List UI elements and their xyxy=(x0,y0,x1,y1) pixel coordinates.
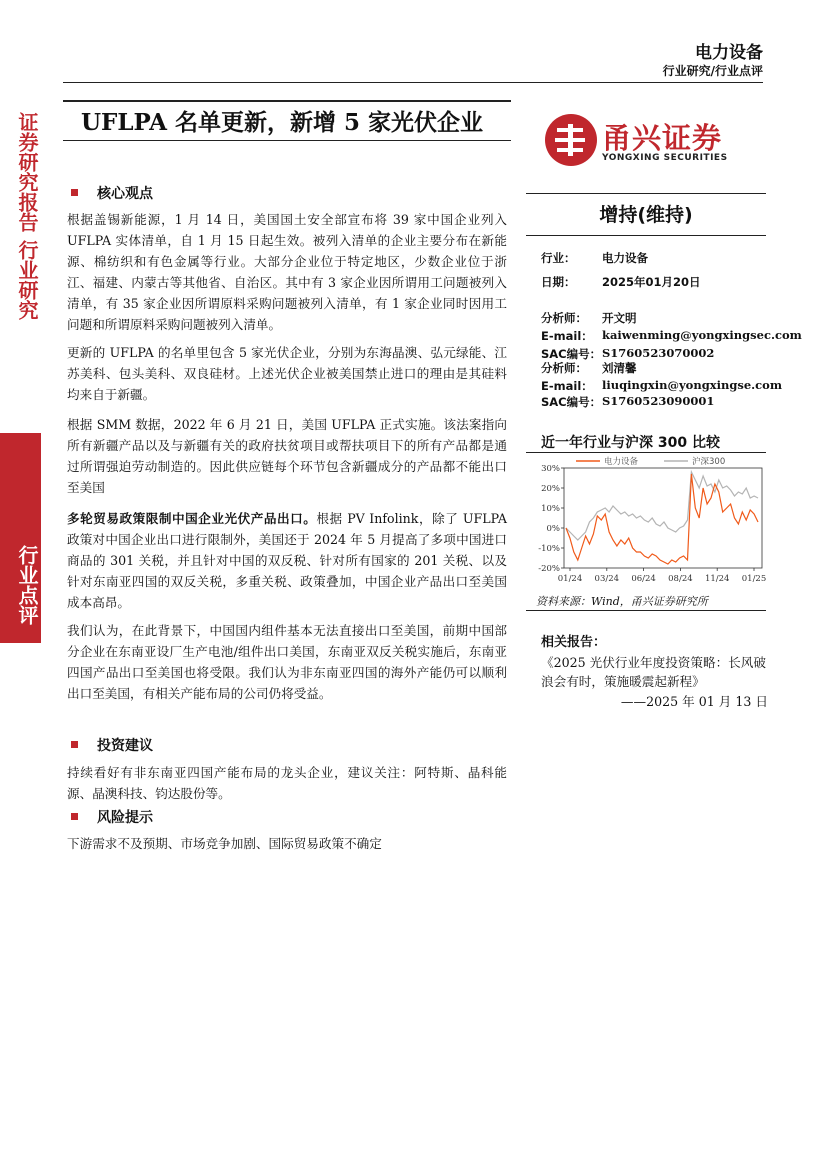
body-paragraph-4 xyxy=(67,508,507,608)
analyst1-name: 开文明 xyxy=(602,311,637,325)
body-paragraph-7: 下游需求不及预期、市场竞争加剧、国际贸易政策不确定 xyxy=(67,836,382,851)
related-report-link[interactable]: 《2025 光伏行业年度投资策略：长风破浪会有时，策施暖震起新程》 xyxy=(541,655,766,689)
chart-rule-top xyxy=(526,452,766,453)
analyst2-name: 刘清馨 xyxy=(602,361,637,375)
y-tick-label: -20% xyxy=(538,564,560,574)
email2-value[interactable]: liuqingxin@yongxingse.com xyxy=(602,378,783,392)
sac1-value: S1760523070002 xyxy=(602,346,715,360)
title-rule-bottom xyxy=(63,140,511,141)
analyst1-label: 分析师： xyxy=(541,311,587,325)
date-label: 日期： xyxy=(541,275,576,289)
logo-text-en: YONGXING SECURITIES xyxy=(602,153,728,163)
section-bullet-icon xyxy=(71,741,78,748)
x-tick-label: 08/24 xyxy=(668,574,693,584)
x-tick-label: 06/24 xyxy=(631,574,656,584)
body-paragraph-5: 我们认为，在此背景下，中国国内组件基本无法直接出口至美国，前期中国部分企业在东南亚设厂生产电池/组件出口美国，东南亚双反关税实施后，东南亚四国产品出口至美国也将受限。我们认为非东南亚四国的海外产能仍可以顺利出口至美国，有相关产能布局的公司仍将受益。 xyxy=(67,623,507,701)
x-tick-label: 03/24 xyxy=(594,574,620,584)
legend-label: 沪深300 xyxy=(692,457,726,467)
y-tick-label: 0% xyxy=(546,524,560,534)
chart-series xyxy=(566,472,758,564)
section-bullet-icon xyxy=(71,189,78,196)
chart-axes xyxy=(538,464,766,584)
industry-label: 行业： xyxy=(541,251,576,265)
sac1-label: SAC编号： xyxy=(541,347,602,361)
company-logo-icon xyxy=(543,112,599,168)
body-paragraph-2: 更新的 UFLPA 的名单里包含 5 家光伏企业，分别为东海晶澳、弘元绿能、江苏美科、包头美科、双良硅材。上述光伏企业被美国禁止进口的理由是其硅料均来自于新疆。 xyxy=(67,345,507,402)
y-tick-label: -10% xyxy=(538,544,560,554)
section-risk: 风险提示 xyxy=(97,810,153,826)
side-label-industry-research: 行业研究 xyxy=(15,240,39,320)
sac2-label: SAC编号： xyxy=(541,395,602,409)
section-core-view: 核心观点 xyxy=(97,186,153,202)
side-label-industry-comment: 行业点评 xyxy=(15,545,39,625)
chart-title: 近一年行业与沪深 300 比较 xyxy=(541,435,720,451)
body-paragraph-6: 持续看好有非东南亚四国产能布局的龙头企业，建议关注：阿特斯、晶科能源、晶澳科技、钧达股份等。 xyxy=(67,765,507,801)
x-tick-label: 01/25 xyxy=(741,574,767,584)
y-tick-label: 20% xyxy=(541,484,560,494)
related-reports-title: 相关报告： xyxy=(541,635,607,650)
header-subcategory: 行业研究/行业点评 xyxy=(662,64,763,78)
chart-source: 资料来源：Wind，甬兴证券研究所 xyxy=(536,595,708,608)
rating-rule-bottom xyxy=(526,235,766,236)
y-tick-label: 10% xyxy=(541,504,560,514)
body-paragraph-1: 根据盖锡新能源，1 月 14 日，美国国土安全部宣布将 39 家中国企业列入 UFLPA 实体清单，自 1 月 15 日起生效。被列入清单的企业主要分布在新能源、棉纺织和有色金属等行业。大部分企业位于特定地区，少数企业位于浙江、福建、内蒙古等其他省、自治区。其中有 3 家企业因所谓用工问题被列入清单，有 35 家企业因所谓原料采购问题被列入清单，有 1 家企业同时因用工问题和所谓原料采购问题被列入清单。 xyxy=(67,212,507,332)
section-invest: 投资建议 xyxy=(97,738,153,754)
industry-value: 电力设备 xyxy=(602,251,648,265)
header-category: 电力设备 xyxy=(695,43,763,63)
body-paragraph-4-lead: 多轮贸易政策限制中国企业光伏产品出口。 xyxy=(67,511,317,526)
date-value: 2025年01月20日 xyxy=(602,275,701,289)
body-paragraph-4-text: 根据 PV Infolink，除了 UFLPA 政策对中国企业出口进行限制外，美国还于 2024 年 5 月提高了多项中国进口商品的 301 关税，并且针对中国的双反税、针对所有国家的 201 关税、以及针对东南亚四国的双反关税，多重关税、政策叠加，中国企业产品出口至美国成本高昂。 xyxy=(67,511,507,610)
x-tick-label: 11/24 xyxy=(704,574,730,584)
chart-rule-bottom xyxy=(526,610,766,611)
section-bullet-icon xyxy=(71,813,78,820)
logo-text-cn: 甬兴证券 xyxy=(602,121,723,155)
legend-label: 电力设备 xyxy=(604,457,639,467)
rating: 增持(维持) xyxy=(599,204,693,226)
x-tick-label: 01/24 xyxy=(557,574,583,584)
email1-value[interactable]: kaiwenming@yongxingsec.com xyxy=(602,328,802,342)
page-title: UFLPA 名单更新，新增 5 家光伏企业 xyxy=(81,109,484,136)
rating-rule-top xyxy=(526,193,766,194)
email2-label: E-mail： xyxy=(541,379,593,393)
side-label-report: 证券研究报告 xyxy=(15,112,39,232)
comparison-line-chart xyxy=(530,455,768,590)
analyst2-label: 分析师： xyxy=(541,361,587,375)
header-divider xyxy=(63,82,763,83)
title-rule-top xyxy=(63,100,511,102)
related-report-date: ——2025 年 01 月 13 日 xyxy=(620,694,768,709)
series-line xyxy=(566,474,758,564)
email1-label: E-mail： xyxy=(541,329,593,343)
body-paragraph-3: 根据 SMM 数据，2022 年 6 月 21 日，美国 UFLPA 正式实施。该法案指向所有新疆产品以及与新疆有关的政府扶贫项目或帮扶项目下的所有产品都是通过所谓强迫劳动制造的。因此供应链每个环节包含新疆成分的产品都不能出口至美国 xyxy=(67,417,507,495)
chart-legend xyxy=(576,456,725,467)
sac2-value: S1760523090001 xyxy=(602,394,715,408)
y-tick-label: 30% xyxy=(541,464,560,474)
